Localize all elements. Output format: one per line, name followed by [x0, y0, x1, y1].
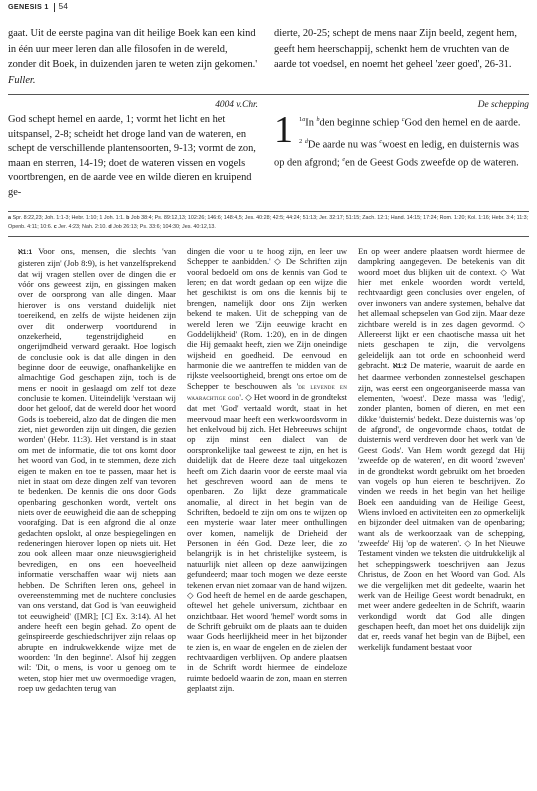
cross-references — [8, 214, 529, 232]
refs-divider-top — [8, 211, 529, 212]
ref-text: Spr. 8:22,23; Joh. 1:1-3; Hebr. 1:10; 1 Joh. 1:1. — [12, 215, 125, 221]
verse-2 — [274, 135, 529, 171]
commentary-column-2 — [187, 246, 347, 693]
verse-number: 1 — [299, 116, 303, 123]
ref-text: Job 38:4; Ps. 89:12,13; 102:26; 146:6; 148:4,5; Jes. 40:28; 42:5; 44:24; 51:13; Jer. 32:17; 51:15; Zach. 12:1; Hand. 14:15; 17:24; Rom. 1:20; Kol. 1:16; Hebr. 3:4; 11:3; Openb. 4:11; 10:6. — [8, 215, 529, 230]
commentary-text: '. ◇ Het woord in de grondtekst dat met 'God' vertaald wordt, staat in het meervoud maar heeft een werkwoordsvorm in het enkelvoud bij zich. Het Hebreeuws schijnt op zijn minst een dialect van de oorspronkelijke taal geweest te zijn, en het is duidelijk dat de Heere deze taal uitgekozen heeft om Zich daarin voor de eerste maal via het geschreven woord aan de mens te openbaren. Zo lijkt deze grammaticale anomalie, al direct in het begin van de Schriften, bedoeld te zijn om ons te wijzen op een mysterie waar later meer onthullingen over komen, namelijk de Drieheid der Personen in één God. Deze leer, die zo belangrijk is in het christelijke systeem, is natuurlijk niet alleen op deze aanwijzingen gefundeerd; maar toch mogen we deze eerste tekenen ervan niet zomaar van de hand wijzen. ◇ God heeft de hemel en de aarde geschapen, oftewel het gehele universum, zichtbaar en onzichtbaar. Het woord 'hemel' wordt soms in de Schrift gebruikt om de plaats aan te duiden waar Gods heerlijkheid meer in het bijzonder te zien is, en waar de engelen en de zielen der rechtvaardigen verblijven. Op andere plaatsen in de Schrift wordt hiermee de eindeloze ruimte bedoeld waarin de zon, maan en sterren geplaatst zijn. — [187, 392, 347, 694]
book-chapter-label: GENESIS 1 — [8, 2, 49, 11]
commentary-text: En op weer andere plaatsen wordt hiermee de dampkring aangegeven. De betekenis van dit woord moet dus blijken uit de context. ◇ Wat hier met enkele woorden wordt verteld, rechtvaardigt geen conclusies over engelen, of over inwoners van andere systemen, behalve dat het allemaal schepselen van God zijn. Maar deze zichtbare wereld is in zes dagen gevormd. ◇ Allereerst lijkt er een chaotische massa uit het niets geschapen te zijn, die vervolgens geleidelijk aan tot orde en schoonheid werd gebracht. — [358, 246, 525, 370]
intro-left — [8, 26, 258, 89]
ref-mark: e — [342, 156, 346, 163]
intro-signature: Fuller. — [8, 75, 36, 87]
chapter-number: 1 — [274, 109, 293, 151]
header-divider — [54, 3, 55, 12]
verse-text: De aarde nu was — [307, 139, 377, 151]
intro-left-text: gaat. Uit de eerste pagina van dit heilige Boek kan een kind in één uur meer leren dan alle filosofen in de wereld, zonder dit Boek, in duizenden jaren te weten zijn gekomen.' — [8, 28, 258, 71]
ref-letter: d — [108, 223, 112, 230]
verse-text: den beginne schiep — [319, 117, 400, 129]
ref-mark: b — [316, 117, 320, 123]
commentary-text: Voor ons, mensen, die slechts 'van gisteren zijn' (Job 8:9), is het vanzelfsprekend dat wij vragen stellen over de dingen die er vóór ons geweest zijn, en gissingen maken over de oorsprong van alle dingen. Maar hierover is ons verstand duidelijk niet toereikend, en zelfs de wijste heidenen zijn over dit onderwerp voortdurend in onzekerheid, tegenstrijdigheid en ongerijmdheid verward geraakt. Hoe logisch de conclusie ook is dat alle dingen in den beginne door de eeuwige, onafhankelijke en almachtige God geschapen zijn, toch is de mens er nooit in geslaagd om zelf tot deze conclusie te komen. Uiteindelijk 'verstaan wij door het geloof, dat de wereld door het woord Gods is toebereid, alzo dat de dingen die men ziet, niet geworden zijn uit dingen, die gezien worden' (Hebr. 11:3). Het verstand is in staat om met de informatie, die tot ons komt door het woord van God, in te stemmen, deze zich eigen te maken en toe te passen, maar het is niet in staat om deze dingen zelf van tevoren te bedenken. De kennis die ons door Gods openbaring geschonken wordt, vertelt ons niets over de eeuwigheid die aan de schepping voorafging. Dat is een afgrond die al onze gedachten opslokt, al onze bespiegelingen en redeneringen hierover lopen op niets uit. Het zou ook alleen maar onze nieuwsgierigheid bevredigen, en ons een hoeveelheid informatie verschaffen waar wij niets aan hebben. De Schriften leren ons, geheel in overeenstemming met de nuchtere conclusies van ons verstand, dat God is 'van eeuwigheid tot eeuwigheid' ([MR]; [C] Ex. 3:14). Al het andere heeft een begin gehad. Zo opent de geïnspireerde geschiedschrijver zijn relaas op abrupte en indrukwekkende wijze met de woorden: 'In den beginne'. Alsof hij zeggen wil: 'Dit, o mens, is voor u genoeg om te weten, stop hier met uw overmoedige vragen, roep uw gedachten terug van — [18, 246, 176, 694]
ref-letter: a — [8, 215, 11, 221]
commentary-column-1 — [18, 246, 176, 693]
commentary-ref: ℵ1:2 — [392, 362, 407, 370]
ref-text: Jer. 4:23; Nah. 2:10. — [58, 223, 107, 230]
verse-text: woest en ledig, en duisternis was op den afgrond; — [274, 139, 519, 169]
ref-letter: b — [126, 215, 130, 221]
ref-mark: c — [401, 117, 405, 123]
commentary-text: dingen die voor u te hoog zijn, en leer uw Schepper te aanbidden.' ◇ De Schriften zijn vooral bedoeld om ons de kennis van God te leren; en dat wordt gedaan op een wijze die het geschiktst is om ons die kennis bij te brengen, namelijk door ons Zijn werken bekend te maken. Uit de schepping van de wereld leren we 'Zijn eeuwige kracht en Goddelijkheid' (Rom. 1:20), en in de dingen die Hij gemaakt heeft, zien we Zijn oneindige wijsheid en goedheid. De eenvoud en harmonie die we aantreffen te midden van de rijkste veelsoortigheid, brengt ons ertoe om de Schepper te beschouwen als ' — [187, 246, 347, 391]
commentary-column-3 — [358, 246, 525, 652]
commentary-text: De materie, waaruit de aarde en het daarmee verbonden zonnestelsel geschapen zijn, was eerst een ongeorganiseerde massa van elementen, 'woest'. Deze massa was 'ledig', zonder planten, bomen of dieren, en met een dikke 'duisternis' bedekt. Deze duisternis was 'op de afgrond', de ongevormde chaos, totdat de duisternis werd verdreven door het werk van 'de Geest Gods'. Van Hem wordt gezegd dat Hij 'zweefde op de wateren', en dit woord 'zweven' in de grondtekst wordt gebruikt om het broeden van vogels op hun eieren te beschrijven. Zo vinden we reeds in het begin van het heilige Boek een aanduiding van de Heilige Geest, Wiens invloed en activiteiten een zo opmerkelijk en bijzonder deel uitmaken van de openbaring; want als de werkoorzaak van de schepping, 'zweefde' Hij 'op de wateren'. ◇ In het Nieuwe Testament vinden we teksten die uitdrukkelijk al het scheppingswerk toeschrijven aan Jezus Christus, de Zoon en het Woord van God. Als we die vergelijken met dit gedeelte, waarin het werk van de Heilige Geest wordt benadrukt, en met weer andere gedeelten in de Schrift, waarin verkondigd wordt dat God alle dingen geschapen heeft, dan moet het ons duidelijk zijn dat er, reeds vanaf het begin van de Bijbel, een werkelijk fundament bestaat voor — [358, 359, 526, 652]
ref-mark: d — [304, 138, 308, 145]
verse-number: 2 — [299, 137, 303, 145]
era-date: 4004 v.Chr. — [215, 100, 258, 110]
section-heading: De schepping — [477, 100, 529, 110]
verse-text: God den hemel en de aarde. — [404, 117, 521, 129]
verse-1 — [274, 113, 529, 131]
running-header — [8, 2, 68, 12]
page-number: 54 — [58, 2, 69, 11]
commentary-ref: ℵ1:1 — [18, 249, 32, 256]
intro-right — [274, 26, 529, 73]
top-divider — [8, 94, 529, 95]
ref-letter: c — [53, 223, 57, 230]
intro-right-text: dierte, 20-25; schept de mens naar Zijn beeld, zegent hem, geeft hem heerschappij, schenkt hem de vruchten van de aarde tot voedsel, en noemt het geheel 'zeer goed', 26-31. — [274, 28, 517, 71]
verse-text: en de Geest Gods zweefde op de wateren. — [345, 157, 519, 169]
ref-mark: a — [302, 117, 306, 123]
commentary-smallcaps: de levende en waarachtige god — [187, 381, 348, 403]
scripture-text — [274, 109, 529, 171]
ref-mark: c — [379, 138, 383, 145]
ref-text: Job 26:13; Ps. 33:6; 104:30; Jes. 40:12,13. — [113, 223, 216, 230]
refs-divider-bottom — [8, 236, 529, 237]
chapter-summary: God schept hemel en aarde, 1; vormt het licht en het uitspansel, 2-8; scheidt het droge land van de wateren, en schept de verschillende plantensoorten, 9-13; vormt de zon, maan en sterren, 14-19; doet de wateren vissen en vogels voortbrengen, en de aarde vee en wilde dieren en kruipend ge- — [8, 114, 256, 198]
verse-text: In — [305, 117, 314, 129]
